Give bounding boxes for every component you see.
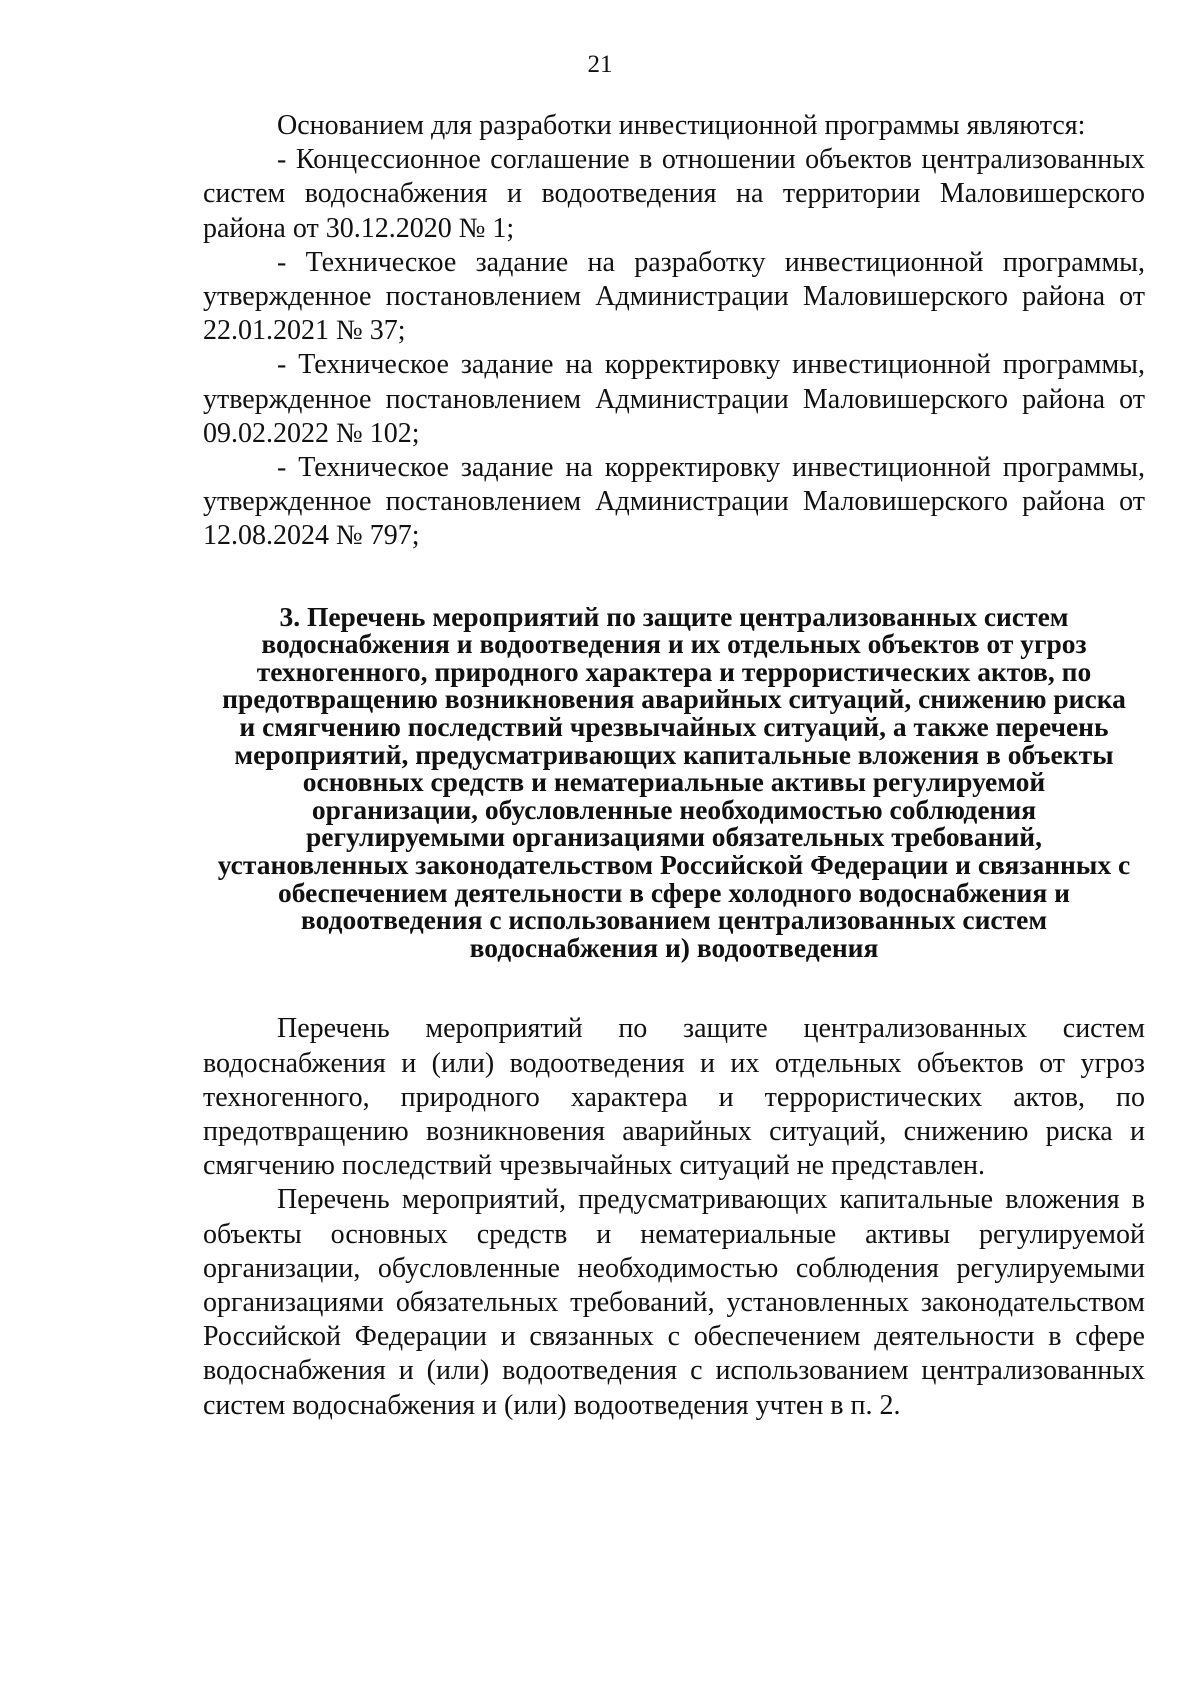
section-heading-line: предотвращению возникновения аварийных ситуаций, снижению риска — [222, 683, 1126, 715]
section-heading-line: водоотведения с использованием централизованных систем — [300, 904, 1048, 936]
section-heading-line: мероприятий, предусматривающих капитальные вложения в объекты — [234, 738, 1114, 770]
intro-item-tech-task-correction-2022: - Техническое задание на корректировку инвестиционной программы, утвержденное постановлением Администрации Маловишерского района от 09.02.2022 № 102; — [203, 349, 1145, 449]
intro-item-tech-task-correction-2024: - Техническое задание на корректировку инвестиционной программы, утвержденное постановлением Администрации Маловишерского района от 12.08.2024 № 797; — [203, 452, 1145, 552]
section-heading-line: водоснабжения и водоотведения и их отдельных объектов от угроз — [261, 628, 1087, 660]
intro-lead: Основанием для разработки инвестиционной программы являются: — [277, 110, 1086, 141]
section-heading-line: и смягчению последствий чрезвычайных ситуаций, а также перечень — [239, 711, 1109, 743]
section-heading-line: организации, обусловленные необходимостью соблюдения — [311, 793, 1037, 825]
section-heading-line: обеспечением деятельности в сфере холодного водоснабжения и — [278, 876, 1070, 908]
section-heading-line: водоснабжения и) водоотведения — [469, 931, 879, 963]
intro-item-concession: - Концессионное соглашение в отношении объектов централизованных систем водоснабжения и водоотведения на территории Маловишерского района от 30.12.2020 № 1; — [203, 144, 1145, 244]
section-heading — [203, 600, 1145, 963]
page-number: 21 — [587, 51, 613, 78]
section-paragraph-capital-investments: Перечень мероприятий, предусматривающих капитальные вложения в объекты основных средств и нематериальные активы регулируемой организации, обусловленные необходимостью соблюдения регулируемыми организациями обязательных требований, установленных законодательством Российской Федерации и связанных с обеспечением деятельности в сфере водоснабжения и (или) водоотведения с использованием централизованных систем водоснабжения и (или) водоотведения учтен в п. 2. — [203, 1184, 1145, 1421]
section-heading-line: регулируемыми организациями обязательных требований, — [305, 821, 1043, 853]
section-heading-line: основных средств и нематериальные активы регулируемой — [302, 766, 1046, 798]
intro-item-tech-task-development: - Техническое задание на разработку инвестиционной программы, утвержденное постановлением Администрации Маловишерского района от 22.01.2021 № 37; — [203, 246, 1145, 347]
section-heading-line: установленных законодательством Российской Федерации и связанных с — [217, 848, 1131, 880]
document-body — [203, 109, 1145, 1423]
section-body — [203, 1012, 1145, 1422]
section-heading-line: 3. Перечень мероприятий по защите централизованных систем — [279, 600, 1069, 632]
section-paragraph-protection-measures: Перечень мероприятий по защите централизованных систем водоснабжения и (или) водоотведения и их отдельных объектов от угроз техногенного, природного характера и террористических актов, по предотвращению возникновения аварийных ситуаций, снижению риска и смягчению последствий чрезвычайных ситуаций не представлен. — [203, 1013, 1145, 1182]
section-heading-line: техногенного, природного характера и террористических актов, по — [256, 655, 1092, 687]
